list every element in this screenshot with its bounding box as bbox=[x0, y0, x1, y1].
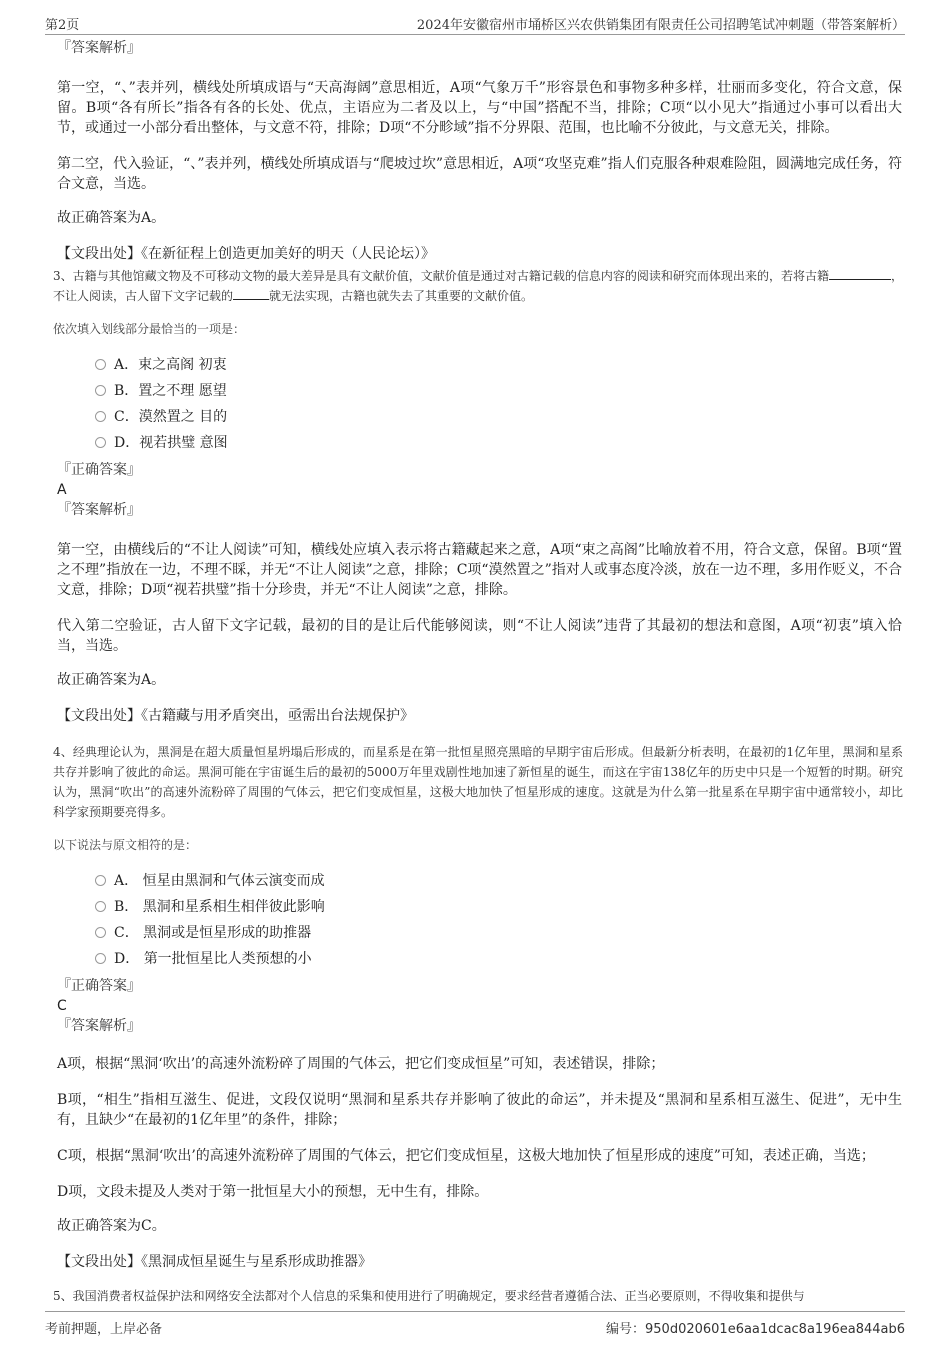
radio-icon[interactable] bbox=[95, 359, 106, 370]
q2-source: 【文段出处】《在新征程上创造更加美好的明天（人民论坛）》 bbox=[57, 246, 435, 262]
q4-text: 4、经典理论认为，黑洞是在超大质量恒星坍塌后形成的，而星系是在第一批恒星照亮黑暗的早期宇宙后形成。但最新分析表明，在最初的1亿年里，黑洞和星系共存并影响了彼此的命运。黑洞可能在宇宙诞生后的最初的5000万年里戏剧性地加速了新恒星的诞生，而这在宇宙138亿年的历史中只是一个短暂的时期。研究认为，黑洞“吹出”的高速外流粉碎了周围的气体云，把它们变成恒星，这极大地加快了恒星形成的速度。这就是为什么第一批星系在早期宇宙中通常较小，却比科学家预期要亮得多。 bbox=[53, 745, 903, 819]
q5-text: 5、我国消费者权益保护法和网络安全法都对个人信息的采集和使用进行了明确规定，要求经营者遵循合法、正当必要原则，不得收集和提供与 bbox=[53, 1289, 805, 1303]
page-footer bbox=[45, 1311, 905, 1340]
q3-analysis-para-2: 代入第二空验证，古人留下文字记载，最初的目的是让后代能够阅读，则“不让人阅读”违背了其最初的想法和意图，A项“初衷”填入恰当，当选。 bbox=[57, 618, 902, 654]
page-content bbox=[53, 38, 903, 1306]
q2-analysis-conclusion: 故正确答案为A。 bbox=[57, 210, 166, 226]
q3-text: 3、古籍与其他馆藏文物及不可移动文物的最大差异是具有文献价值，文献价值是通过对古籍记载的信息内容的阅读和研究而体现出来的，若将古籍 ，不让人阅读，古人留下文字记载的 就无法实现，古籍也就失去了其重要的文献价值。 bbox=[53, 269, 903, 303]
q3-analysis-label: 『答案解析』 bbox=[57, 502, 141, 518]
q4-option-b[interactable]: B． 黑洞和星系相生相伴彼此影响 bbox=[95, 894, 902, 920]
radio-icon[interactable] bbox=[95, 411, 106, 422]
radio-icon[interactable] bbox=[95, 437, 106, 448]
radio-icon[interactable] bbox=[95, 927, 106, 938]
q4-analysis-label: 『答案解析』 bbox=[57, 1018, 141, 1034]
q3-correct-label: 『正确答案』 bbox=[57, 462, 141, 478]
q3-options bbox=[95, 352, 902, 456]
q4-option-c[interactable]: C． 黑洞或是恒星形成的助推器 bbox=[95, 920, 902, 946]
q4-analysis-c: C项，根据“黑洞‘吹出’的高速外流粉碎了周围的气体云，把它们变成恒星，这极大地加快了恒星形成的速度”可知，表述正确，当选； bbox=[57, 1148, 875, 1164]
q4-analysis-d: D项，文段未提及人类对于第一批恒星大小的预想，无中生有，排除。 bbox=[57, 1184, 489, 1200]
radio-icon[interactable] bbox=[95, 875, 106, 886]
q3-option-b[interactable]: B．置之不理 愿望 bbox=[95, 378, 902, 404]
page-header bbox=[45, 10, 905, 35]
footer-slogan: 考前押题，上岸必备 bbox=[45, 1322, 163, 1337]
q3-source: 【文段出处】《古籍藏与用矛盾突出，亟需出台法规保护》 bbox=[57, 708, 414, 724]
q2-analysis-para-2: 第二空，代入验证，“、”表并列，横线处所填成语与“爬坡过坎”意思相近，A项“攻坚克难”指人们克服各种艰难险阻，圆满地完成任务，符合文意，当选。 bbox=[57, 156, 902, 192]
q3-option-a[interactable]: A．束之高阁 初衷 bbox=[95, 352, 902, 378]
q2-analysis-label: 『答案解析』 bbox=[57, 40, 141, 56]
q3-analysis-para-1: 第一空，由横线后的“不让人阅读”可知，横线处应填入表示将古籍藏起来之意，A项“束之高阁”比喻放着不用，符合文意，保留。B项“置之不理”指放在一边，不理不睬，并无“不让人阅读”之意，排除；C项“漠然置之”指对人或事态度冷淡，放在一边不理，多用作贬义，不合文意，排除；D项“视若拱璧”指十分珍贵，并无“不让人阅读”之意，排除。 bbox=[57, 542, 902, 598]
q3-correct-answer: A bbox=[57, 482, 67, 498]
q3-option-d[interactable]: D．视若拱璧 意图 bbox=[95, 430, 902, 456]
q4-analysis-conclusion: 故正确答案为C。 bbox=[57, 1218, 166, 1234]
radio-icon[interactable] bbox=[95, 901, 106, 912]
q4-instruction: 以下说法与原文相符的是： bbox=[53, 838, 198, 852]
q4-option-a[interactable]: A． 恒星由黑洞和气体云演变而成 bbox=[95, 868, 902, 894]
q3-option-c[interactable]: C．漠然置之 目的 bbox=[95, 404, 902, 430]
q4-analysis-b: B项，“相生”指相互滋生、促进，文段仅说明“黑洞和星系共存并影响了彼此的命运”，并未提及“黑洞和星系相互滋生、促进”，无中生有，且缺少“在最初的1亿年里”的条件，排除； bbox=[57, 1092, 902, 1128]
document-title: 2024年安徽宿州市埇桥区兴农供销集团有限责任公司招聘笔试冲刺题（带答案解析） bbox=[416, 18, 905, 33]
q4-source: 【文段出处】《黑洞成恒星诞生与星系形成助推器》 bbox=[57, 1254, 372, 1270]
q3-blank-2 bbox=[233, 287, 269, 300]
q3-analysis-conclusion: 故正确答案为A。 bbox=[57, 672, 166, 688]
q4-correct-answer: C bbox=[57, 998, 67, 1014]
q4-options bbox=[95, 868, 902, 972]
radio-icon[interactable] bbox=[95, 385, 106, 396]
page-number: 第2页 bbox=[45, 18, 80, 33]
q2-analysis-para-1: 第一空，“、”表并列，横线处所填成语与“天高海阔”意思相近，A项“气象万千”形容景色和事物多种多样，壮丽而多变化，符合文意，保留。B项“各有所长”指各有各的长处、优点，主语应为二者及以上，与“中国”搭配不当，排除；C项“以小见大”指通过小事可以看出大节，或通过一小部分看出整体，与文意不符，排除；D项“不分畛域”指不分界限、范围，也比喻不分彼此，与文意无关，排除。 bbox=[57, 80, 902, 136]
footer-doc-id: 编号：950d020601e6aa1dcac8a196ea844ab6 bbox=[605, 1322, 905, 1337]
q3-blank-1 bbox=[829, 267, 891, 280]
q4-analysis-a: A项，根据“黑洞‘吹出’的高速外流粉碎了周围的气体云，把它们变成恒星”可知，表述错误，排除； bbox=[57, 1056, 665, 1072]
q4-correct-label: 『正确答案』 bbox=[57, 978, 141, 994]
q3-instruction: 依次填入划线部分最恰当的一项是： bbox=[53, 322, 246, 336]
q4-option-d[interactable]: D． 第一批恒星比人类预想的小 bbox=[95, 946, 902, 972]
radio-icon[interactable] bbox=[95, 953, 106, 964]
